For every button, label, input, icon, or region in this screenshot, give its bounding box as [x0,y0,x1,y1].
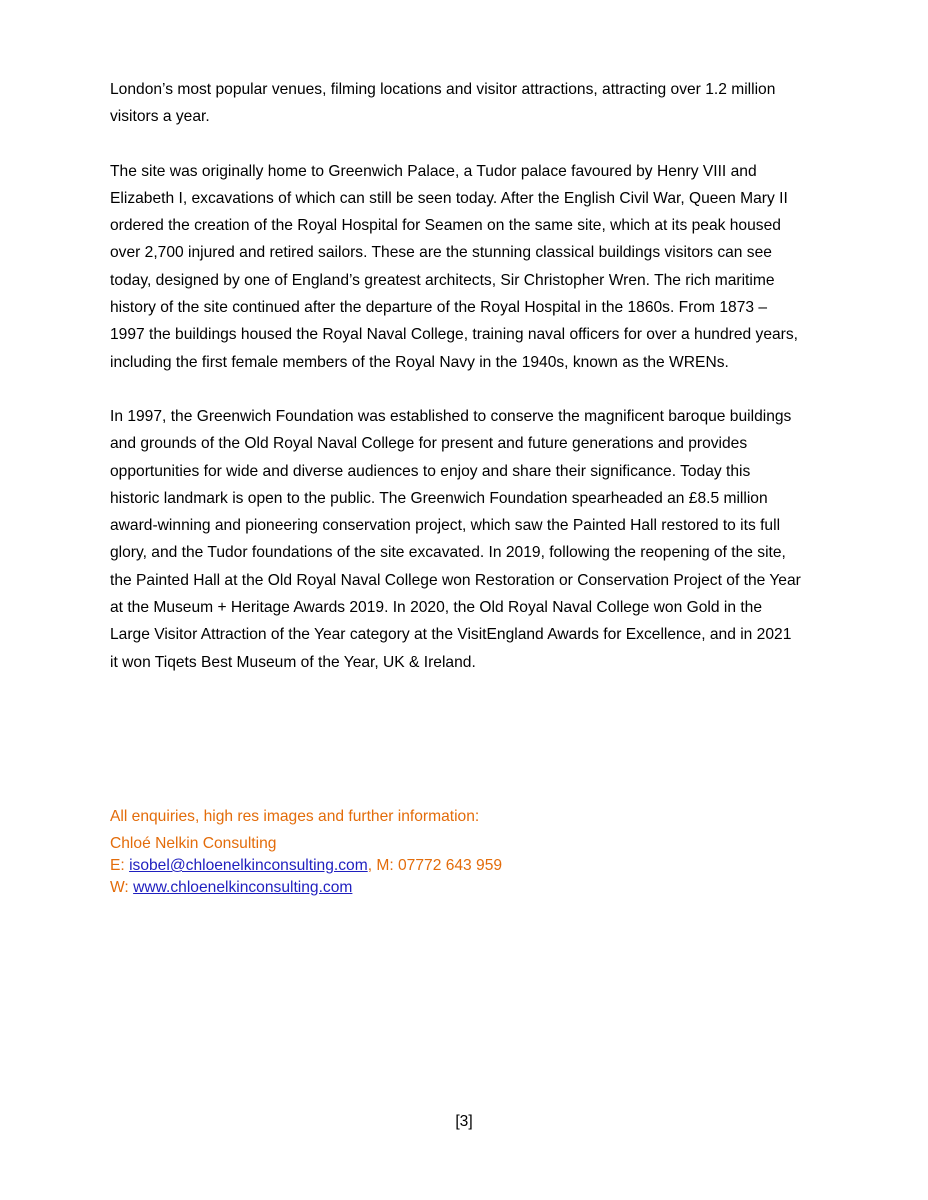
paragraph-line: glory, and the Tudor foundations of the site excavated. In 2019, following the reopening of the site, [110,544,786,562]
paragraph-line: Elizabeth I, excavations of which can still be seen today. After the English Civil War, Queen Mary II [110,189,788,207]
paragraph-line: historic landmark is open to the public. The Greenwich Foundation spearheaded an £8.5 million [110,489,768,507]
mobile-number: , M: 07772 643 959 [367,857,503,874]
paragraph-line: award-winning and pioneering conservation project, which saw the Painted Hall restored to its full [110,517,781,535]
web-prefix: W: [110,879,134,896]
contact-web-row [110,877,830,899]
paragraph-line: including the first female members of the Royal Navy in the 1940s, known as the WRENs. [110,353,729,371]
email-link[interactable]: isobel@chloenelkinconsulting.com [129,857,368,874]
paragraph-line: opportunities for wide and diverse audiences to enjoy and share their significance. Today this [110,462,751,480]
paragraph-line: Large Visitor Attraction of the Year category at the VisitEngland Awards for Excellence, and in 2021 [110,626,792,644]
page-number: [3] [455,1113,473,1130]
paragraph-visitors [110,76,830,131]
paragraph-line: ordered the creation of the Royal Hospital for Seamen on the same site, which at its peak housed [110,217,781,235]
paragraph-line: 1997 the buildings housed the Royal Naval College, training naval officers for over a hundred years, [110,326,798,344]
contact-heading: All enquiries, high res images and further information: [110,808,480,825]
paragraph-line: history of the site continued after the departure of the Royal Hospital in the 1860s. From 1873 – [110,299,768,317]
paragraph-line: over 2,700 injured and retired sailors. These are the stunning classical buildings visitors can see [110,244,772,262]
email-prefix: E: [110,857,130,874]
paragraph-line: In 1997, the Greenwich Foundation was established to conserve the magnificent baroque buildings [110,407,792,425]
paragraph-line: at the Museum + Heritage Awards 2019. In 2020, the Old Royal Naval College won Gold in the [110,599,762,617]
paragraph-line: the Painted Hall at the Old Royal Naval College won Restoration or Conservation Project of the Year [110,571,801,589]
website-link[interactable]: www.chloenelkinconsulting.com [133,879,353,896]
paragraph-line: visitors a year. [110,108,210,126]
paragraph-line: and grounds of the Old Royal Naval College for present and future generations and provides [110,435,748,453]
paragraph-history [110,158,830,376]
paragraph-line: today, designed by one of England’s greatest architects, Sir Christopher Wren. The rich maritime [110,271,775,289]
paragraph-line: The site was originally home to Greenwich Palace, a Tudor palace favoured by Henry VIII and [110,162,757,180]
contact-block [110,806,830,899]
paragraph-foundation [110,403,830,676]
paragraph-line: London’s most popular venues, filming locations and visitor attractions, attracting over 1.2 million [110,81,776,98]
contact-email-row [110,855,830,877]
paragraph-line: it won Tiqets Best Museum of the Year, UK & Ireland. [110,653,476,671]
contact-company: Chloé Nelkin Consulting [110,835,277,852]
document-body [110,76,830,703]
